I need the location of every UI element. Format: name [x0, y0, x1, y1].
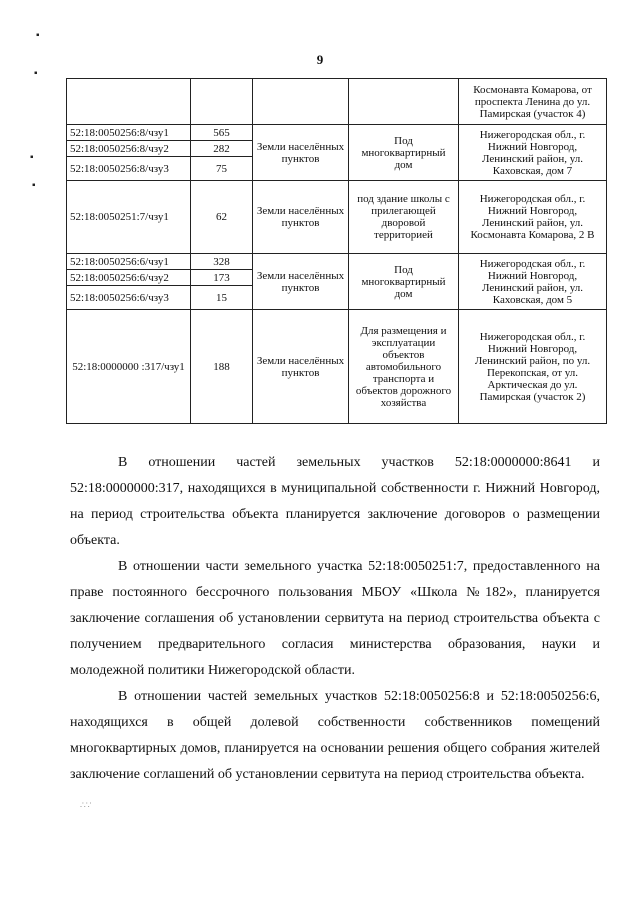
area-cell	[191, 79, 253, 125]
area-cell: 188	[191, 310, 253, 424]
category-cell: Земли населённых пунктов	[253, 254, 349, 310]
cadastral-cell: 52:18:0050256:8/чзу2	[67, 141, 191, 157]
land-plots-table	[66, 78, 607, 424]
cadastral-cell: 52:18:0050251:7/чзу1	[67, 181, 191, 254]
address-cell: Нижегородская обл., г. Нижний Новгород, Ленинский район, ул. Космонавта Комарова, 2 В	[459, 181, 607, 254]
scan-mark: ▪	[30, 152, 34, 163]
paragraph: В отношении частей земельных участков 52:18:0000000:8641 и 52:18:0000000:317, находящихся в муниципальной собственности г. Нижний Новгород, на период строительства объекта планируется заключение договоров о размещении объекта.	[70, 455, 600, 548]
table-row	[67, 254, 607, 270]
category-cell: Земли населённых пунктов	[253, 125, 349, 181]
scan-mark: ▪	[34, 68, 38, 79]
usage-cell: под здание школы с прилегающей дворовой территорией	[349, 181, 459, 254]
area-cell: 75	[191, 157, 253, 181]
address-cell: Нижегородская обл., г. Нижний Новгород, Ленинский район, ул. Каховская, дом 7	[459, 125, 607, 181]
cadastral-cell	[67, 79, 191, 125]
address-cell: Нижегородская обл., г. Нижний Новгород, Ленинский район, ул. Каховская, дом 5	[459, 254, 607, 310]
cadastral-cell: 52:18:0050256:8/чзу3	[67, 157, 191, 181]
usage-cell: Под многоквартирный дом	[349, 125, 459, 181]
cadastral-cell: 52:18:0000000 :317/чзу1	[67, 310, 191, 424]
category-cell: Земли населённых пунктов	[253, 181, 349, 254]
usage-cell: Для размещения и эксплуатации объектов автомобильного транспорта и объектов дорожного хозяйства	[349, 310, 459, 424]
scan-mark: ▪	[32, 180, 36, 191]
cadastral-cell: 52:18:0050256:8/чзу1	[67, 125, 191, 141]
table-row	[67, 125, 607, 141]
usage-cell: Под многоквартирный дом	[349, 254, 459, 310]
area-cell: 565	[191, 125, 253, 141]
paragraph: В отношении части земельного участка 52:18:0050251:7, предоставленного на праве постоянного бессрочного пользования МБОУ «Школа №182», планируется заключение соглашения об установлении сервитута на период строительства объекта с получением предварительного согласия министерства образования, науки и молодежной политики Нижегородской области.	[70, 559, 600, 678]
table-row	[67, 79, 607, 125]
area-cell: 282	[191, 141, 253, 157]
category-cell	[253, 79, 349, 125]
address-cell: Космонавта Комарова, от проспекта Ленина до ул. Памирская (участок 4)	[459, 79, 607, 125]
scan-noise-mark: ∴∵	[80, 800, 92, 810]
table-row	[67, 310, 607, 424]
category-cell: Земли населённых пунктов	[253, 310, 349, 424]
table-row	[67, 181, 607, 254]
area-cell: 328	[191, 254, 253, 270]
paragraph: В отношении частей земельных участков 52:18:0050256:8 и 52:18:0050256:6, находящихся в общей долевой собственности собственников помещений многоквартирных домов, планируется на основании решения общего собрания жителей заключение соглашений об установлении сервитута на период строительства объекта.	[70, 689, 600, 782]
cadastral-cell: 52:18:0050256:6/чзу3	[67, 286, 191, 310]
area-cell: 62	[191, 181, 253, 254]
scan-mark: ▪	[36, 30, 40, 41]
address-cell: Нижегородская обл., г. Нижний Новгород, Ленинский район, по ул. Перекопская, от ул. Арктическая до ул. Памирская (участок 2)	[459, 310, 607, 424]
page-number: 9	[316, 52, 324, 67]
area-cell: 15	[191, 286, 253, 310]
area-cell: 173	[191, 270, 253, 286]
cadastral-cell: 52:18:0050256:6/чзу2	[67, 270, 191, 286]
cadastral-cell: 52:18:0050256:6/чзу1	[67, 254, 191, 270]
usage-cell	[349, 79, 459, 125]
